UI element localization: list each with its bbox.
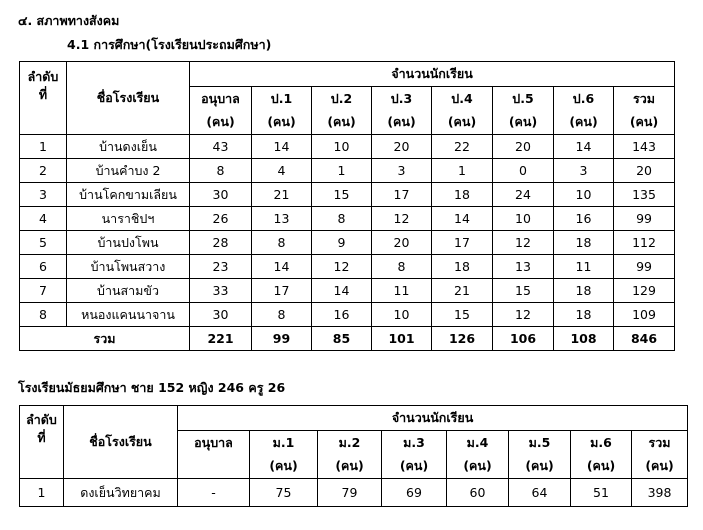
order-header-line2: ที่: [37, 430, 46, 445]
students-header: จำนวนนักเรียน: [190, 62, 675, 87]
column-header-unit: (คน): [252, 111, 312, 135]
column-header: รวม: [632, 431, 688, 455]
school-name: บ้านสามขัว: [67, 279, 190, 303]
student-count: 33: [190, 279, 252, 303]
column-header-unit: (คน): [447, 455, 509, 479]
column-header-unit: (คน): [493, 111, 554, 135]
table-row: [20, 231, 675, 255]
column-header: รวม: [614, 87, 675, 111]
student-count: 135: [614, 183, 675, 207]
student-count: 8: [252, 231, 312, 255]
student-count: 16: [312, 303, 372, 327]
subsection-title: 4.1 การศึกษา(โรงเรียนประถมศึกษา): [67, 37, 272, 52]
column-header: ม.6: [571, 431, 632, 455]
student-count: 21: [432, 279, 493, 303]
column-header: ม.4: [447, 431, 509, 455]
student-count: 16: [554, 207, 614, 231]
row-number: 4: [20, 207, 67, 231]
student-count: 129: [614, 279, 675, 303]
row-number: 3: [20, 183, 67, 207]
school-name: นาราชิปฯ: [67, 207, 190, 231]
school-name-header: ชื่อโรงเรียน: [64, 406, 178, 479]
column-header-unit: (คน): [382, 455, 447, 479]
student-count: 18: [432, 255, 493, 279]
student-count: 10: [554, 183, 614, 207]
column-header-unit: (คน): [509, 455, 571, 479]
column-header: ป.1: [252, 87, 312, 111]
student-count: 10: [372, 303, 432, 327]
column-header-unit: (คน): [250, 455, 318, 479]
student-count: 12: [312, 255, 372, 279]
student-count: 30: [190, 303, 252, 327]
column-header-unit: [178, 455, 250, 479]
student-count: 20: [372, 231, 432, 255]
secondary-heading: โรงเรียนมัธยมศึกษา ชาย 152 หญิง 246 ครู 26: [18, 380, 286, 395]
column-header-unit: (คน): [554, 111, 614, 135]
student-count: 17: [252, 279, 312, 303]
student-count: 15: [493, 279, 554, 303]
row-number: 7: [20, 279, 67, 303]
total-row: [20, 327, 675, 351]
student-count: 30: [190, 183, 252, 207]
student-count: 109: [614, 303, 675, 327]
student-count: 8: [372, 255, 432, 279]
school-name: บ้านโคกขามเลียน: [67, 183, 190, 207]
column-header-unit: (คน): [372, 111, 432, 135]
column-header: อนุบาล: [190, 87, 252, 111]
student-count: 18: [554, 303, 614, 327]
student-count: 15: [312, 183, 372, 207]
order-header-line1: ลำดับ: [27, 69, 59, 84]
student-count: 1: [432, 159, 493, 183]
student-count: 8: [312, 207, 372, 231]
column-header-unit: (คน): [190, 111, 252, 135]
column-header: ป.4: [432, 87, 493, 111]
student-count: 14: [252, 135, 312, 159]
total-label: รวม: [20, 327, 190, 351]
student-count: 12: [493, 303, 554, 327]
student-count: 51: [571, 479, 632, 507]
student-count: 24: [493, 183, 554, 207]
column-header-unit: (คน): [614, 111, 675, 135]
student-count: 18: [432, 183, 493, 207]
table-row: [20, 183, 675, 207]
section-title: ๔. สภาพทางสังคม: [18, 13, 120, 28]
student-count: 18: [554, 279, 614, 303]
total-cell: 99: [252, 327, 312, 351]
total-cell: 221: [190, 327, 252, 351]
column-header-unit: (คน): [571, 455, 632, 479]
order-header-line1: ลำดับ: [26, 412, 57, 427]
student-count: 20: [493, 135, 554, 159]
column-header: ม.2: [318, 431, 382, 455]
student-count: 10: [312, 135, 372, 159]
order-header: [20, 406, 64, 479]
column-header: ป.3: [372, 87, 432, 111]
student-count: 20: [372, 135, 432, 159]
table-row: [20, 255, 675, 279]
student-count: 43: [190, 135, 252, 159]
table-row: [20, 479, 688, 507]
table-row: [20, 135, 675, 159]
student-count: 60: [447, 479, 509, 507]
student-count: 23: [190, 255, 252, 279]
table-row: [20, 279, 675, 303]
school-name: ดงเย็นวิทยาคม: [64, 479, 178, 507]
school-name-header: ชื่อโรงเรียน: [67, 62, 190, 135]
column-header: ป.5: [493, 87, 554, 111]
column-header: ม.3: [382, 431, 447, 455]
school-name: บ้านโพนสวาง: [67, 255, 190, 279]
student-count: 8: [252, 303, 312, 327]
student-count: 79: [318, 479, 382, 507]
row-number: 5: [20, 231, 67, 255]
total-cell: 108: [554, 327, 614, 351]
row-number: 8: [20, 303, 67, 327]
student-count: 11: [554, 255, 614, 279]
total-cell: 106: [493, 327, 554, 351]
student-count: 10: [493, 207, 554, 231]
order-header-line2: ที่: [38, 87, 48, 102]
row-number: 2: [20, 159, 67, 183]
order-header: [20, 62, 67, 135]
student-count: 4: [252, 159, 312, 183]
student-count: 18: [554, 231, 614, 255]
student-count: 3: [372, 159, 432, 183]
primary-school-table: [19, 61, 675, 351]
student-count: 17: [372, 183, 432, 207]
student-count: 12: [493, 231, 554, 255]
student-count: 14: [252, 255, 312, 279]
total-cell: 85: [312, 327, 372, 351]
table-row: [20, 207, 675, 231]
column-header-unit: (คน): [312, 111, 372, 135]
student-count: 8: [190, 159, 252, 183]
row-number: 1: [20, 135, 67, 159]
student-count: 28: [190, 231, 252, 255]
student-count: -: [178, 479, 250, 507]
student-count: 17: [432, 231, 493, 255]
student-count: 99: [614, 207, 675, 231]
column-header: อนุบาล: [178, 431, 250, 455]
student-count: 99: [614, 255, 675, 279]
student-count: 13: [493, 255, 554, 279]
row-number: 1: [20, 479, 64, 507]
student-count: 14: [432, 207, 493, 231]
student-count: 69: [382, 479, 447, 507]
school-name: บ้านดงเย็น: [67, 135, 190, 159]
column-header: ป.2: [312, 87, 372, 111]
student-count: 22: [432, 135, 493, 159]
table-row: [20, 159, 675, 183]
school-name: บ้านคำบง 2: [67, 159, 190, 183]
total-cell: 846: [614, 327, 675, 351]
student-count: 20: [614, 159, 675, 183]
student-count: 398: [632, 479, 688, 507]
school-name: หนองแคนนาจาน: [67, 303, 190, 327]
column-header-unit: (คน): [632, 455, 688, 479]
student-count: 14: [554, 135, 614, 159]
student-count: 21: [252, 183, 312, 207]
school-name: บ้านปงโพน: [67, 231, 190, 255]
students-header: จำนวนนักเรียน: [178, 406, 688, 431]
student-count: 11: [372, 279, 432, 303]
student-count: 143: [614, 135, 675, 159]
column-header: ม.1: [250, 431, 318, 455]
student-count: 3: [554, 159, 614, 183]
table-row: [20, 303, 675, 327]
student-count: 0: [493, 159, 554, 183]
column-header: ม.5: [509, 431, 571, 455]
student-count: 75: [250, 479, 318, 507]
column-header-unit: (คน): [432, 111, 493, 135]
row-number: 6: [20, 255, 67, 279]
student-count: 13: [252, 207, 312, 231]
student-count: 12: [372, 207, 432, 231]
total-cell: 101: [372, 327, 432, 351]
student-count: 9: [312, 231, 372, 255]
column-header-unit: (คน): [318, 455, 382, 479]
student-count: 15: [432, 303, 493, 327]
column-header: ป.6: [554, 87, 614, 111]
student-count: 64: [509, 479, 571, 507]
student-count: 1: [312, 159, 372, 183]
student-count: 112: [614, 231, 675, 255]
total-cell: 126: [432, 327, 493, 351]
student-count: 26: [190, 207, 252, 231]
student-count: 14: [312, 279, 372, 303]
secondary-school-table: [19, 405, 688, 507]
